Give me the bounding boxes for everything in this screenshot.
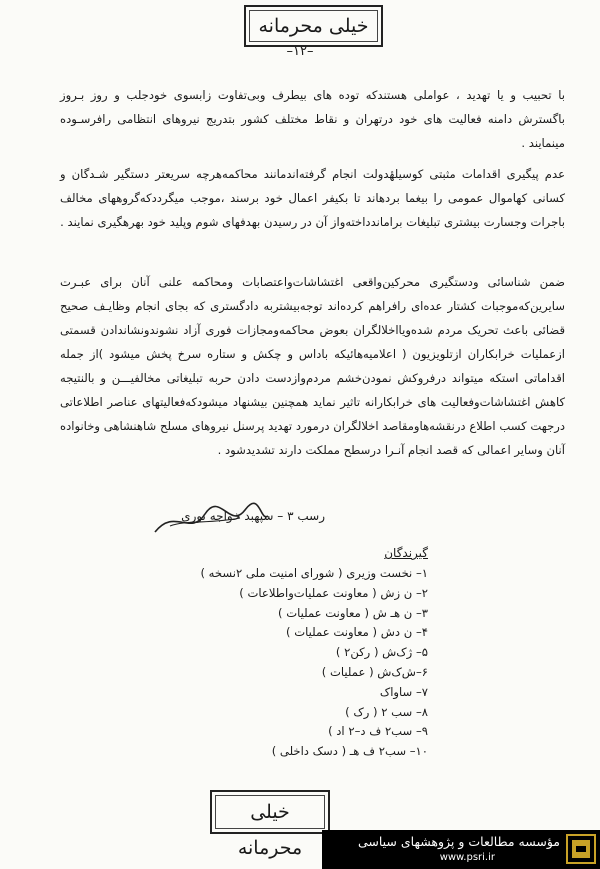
classification-stamp-text: خیلی محرمانه bbox=[258, 15, 369, 37]
recipient-item: ۸– سب ۲ ( رک ) bbox=[345, 704, 428, 719]
signature-block bbox=[150, 502, 325, 538]
recipient-item: ۱۰– سب۲ ف هـ ( دسک داخلی ) bbox=[271, 744, 428, 759]
recipient-item: ۳– ن هـ ش ( معاونت عملیات ) bbox=[277, 605, 428, 620]
recipient-item: ۹– سب۲ ف د–۲ اد ) bbox=[328, 724, 428, 739]
recipient-item: ۲– ن زش ( معاونت عملیات‌واطلاعات ) bbox=[239, 585, 428, 600]
institute-logo-icon bbox=[566, 834, 596, 864]
institute-footer bbox=[322, 830, 600, 869]
paragraph-1: با تحبیب و یا تهدید ، عواملی هستندکه توده های بیطرف وبی‌تفاوت زابسوی خودجلب و روز بـروز باگسترش دامنه فعالیت های خود درتهران و نقاط مختلف کشور بتدریج نیروهای انتظامی رافرسـوده مینمایند . bbox=[60, 87, 565, 150]
recipient-item: ۴– ن دش ( معاونت عملیات ) bbox=[286, 625, 428, 640]
institute-website-link[interactable]: www.psri.ir bbox=[439, 852, 495, 863]
signature-text: رسب ۳ – سپهبد خواجه نوری bbox=[181, 509, 325, 523]
recipient-item: ۱– نخست وزیری ( شورای امنیت ملی ۲نسخه ) bbox=[200, 566, 428, 580]
institute-name: مؤسسه مطالعات و پژوهشهای سیاسی bbox=[357, 834, 560, 849]
recipient-item: ۵– ژک‌ش ( رکن۲ ) bbox=[335, 645, 428, 660]
paragraph-3: ضمن شناسائی ودستگیری محرکین‌واقعی اغتشاشات‌واعتصابات ومحاکمه علنی آنان برای عبـرت سایرین‌که‌موجبات کشتار عده‌ای رافراهم کرده‌اند توجه‌بیشتربه دادگستری که بجای انجام وظایـف صحیح قضائی باعث تحریک مردم شده‌ویااخلالگران بعوض محاکمه‌ومجازات فوری آزاد نشوندونشاندادن قسمتی ازعملیات خرابکاران ازتلویزیون ( اعلامیه‌هائیکه باداس و چکش و ستاره سرخ پخش میشود )از جمله اقداماتی استکه میتواند درفروکش نمودن‌خشم مردم‌وازدست دادن حربه تبلیغاتی مخالفیـــن و بالنتیجه کاهش اغتشاشات‌وفعالیت های خرابکارانه تا‌ثیر نماید همچنین بیشنهاد میشودکه‌فعالیتهای عناصر اطلاعاتی درجهت کسب اطلاع درنقشه‌ها‌ومقاصد اخلالگران درمورد تهدید پرسنل نیروهای مسلح شاهنشاهی وخانواده آنان وسایر اعمالی که قصد انجام آنـرا درسطح مملکت دارند تشدیدشود . bbox=[60, 274, 565, 457]
recipient-item: ۶–ش‌ک‌ش ( عملیات ) bbox=[321, 664, 428, 679]
recipients-block bbox=[178, 542, 428, 762]
classification-stamp-text: خیلی محرمانه bbox=[237, 801, 303, 859]
classification-stamp-top bbox=[244, 5, 383, 47]
recipients-heading: گیرندگان bbox=[384, 546, 428, 560]
recipient-item: ۷– ساواک bbox=[379, 684, 428, 699]
recipients-list bbox=[178, 564, 428, 762]
paragraph-2: عدم پیگیری اقدامات مثبتی کوسیلهٔدولت انجام گرفته‌اندمانند محاکمه‌هرچه سریعتر دستگیر شـدگان و کسانی کهاموال عمومی را بیغما بردهاند تا بکیفر اعمال خود برسند ،موجب میگردد‌که‌گروههای مخالف باجرات وجسارت بیشتری تبلیغات براماندداخته‌واز آن در رسیدن بهدفهای شوم وپلید خود بهرهگیری نمایند . bbox=[60, 166, 565, 229]
signature-scribble bbox=[150, 502, 270, 538]
page-number: –۱۲– bbox=[286, 44, 314, 59]
classification-stamp-bottom bbox=[210, 790, 330, 859]
